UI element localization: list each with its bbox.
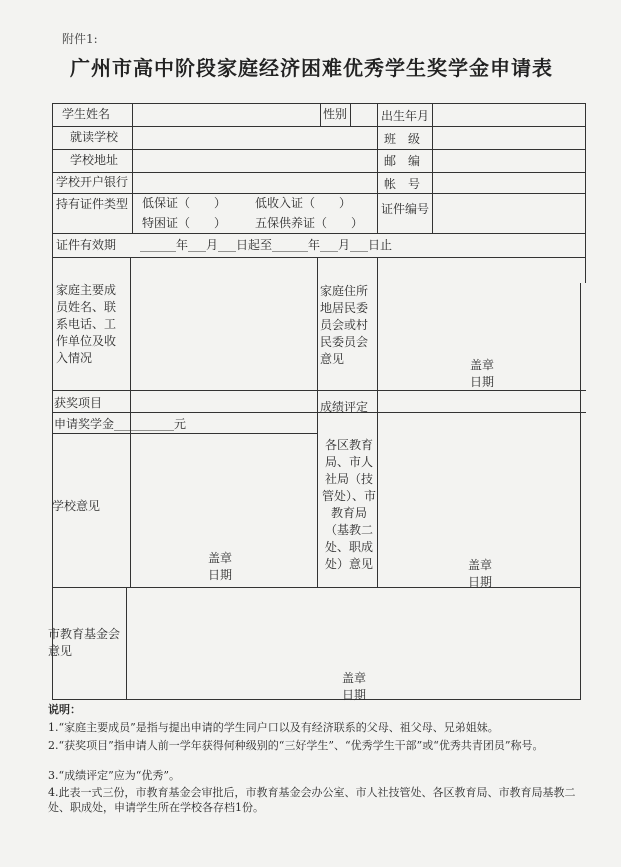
residence-seal-label: 盖章 bbox=[470, 358, 495, 372]
col-line bbox=[350, 103, 351, 126]
table-right-border-lower bbox=[580, 283, 581, 700]
school-seal-label: 盖章 bbox=[208, 551, 233, 565]
awards-label: 获奖项目 bbox=[54, 396, 103, 410]
col-line bbox=[432, 103, 433, 233]
table-bottom-border bbox=[52, 699, 581, 700]
validity-label: 证件有效期 bbox=[56, 238, 117, 252]
district-seal-label: 盖章 bbox=[468, 558, 493, 572]
grade-label: 成绩评定 bbox=[320, 400, 369, 414]
cert-low-income: 低收入证（ ） bbox=[255, 196, 352, 210]
birth-label: 出生年月 bbox=[381, 109, 430, 123]
cert-type-label: 持有证件类型 bbox=[56, 197, 129, 211]
postcode-label: 邮 编 bbox=[384, 154, 421, 168]
foundation-date-label: 日期 bbox=[342, 688, 367, 702]
district-opinion-label: 各区教育局、市人社局（技管处）、市教育局（基教二处、职成处）意见 bbox=[321, 438, 376, 571]
row-line bbox=[52, 390, 586, 391]
row-line bbox=[52, 412, 586, 413]
note-item: 4.此表一式三份，市教育基金会审批后，市教育基金会办公室、市人社技管处、各区教育局、市教育局基教二处、职成处，申请学生所在学校各存档1份。 bbox=[48, 786, 576, 814]
cert-five-guarantee: 五保供养证（ ） bbox=[255, 216, 364, 230]
student-name-label: 学生姓名 bbox=[62, 107, 111, 121]
school-label: 就读学校 bbox=[70, 130, 119, 144]
note-item: 1.“家庭主要成员”是指与提出申请的学生同户口以及有经济联系的父母、祖父母、兄弟姐妹。 bbox=[48, 721, 499, 734]
cert-special-hardship: 特困证（ ） bbox=[142, 216, 227, 230]
attachment-label: 附件1: bbox=[62, 32, 98, 46]
form-title: 广州市高中阶段家庭经济困难优秀学生奖学金申请表 bbox=[70, 56, 553, 80]
row-line bbox=[52, 433, 317, 434]
foundation-seal-label: 盖章 bbox=[342, 671, 367, 685]
row-line bbox=[52, 257, 586, 258]
residence-date-label: 日期 bbox=[470, 375, 495, 389]
school-opinion-label: 学校意见 bbox=[52, 499, 101, 513]
col-line bbox=[132, 103, 133, 234]
district-date-label: 日期 bbox=[468, 575, 493, 589]
validity-text: ______年___月___日起至______年___月___日止 bbox=[140, 238, 393, 252]
foundation-opinion-label: 市教育基金会意见 bbox=[48, 627, 121, 658]
note-item: 2.“获奖项目”指申请人前一学年获得何种级别的“三好学生”、“优秀学生干部”或“优秀共青团员”称号。 bbox=[48, 739, 544, 752]
col-line bbox=[377, 103, 378, 233]
school-address-label: 学校地址 bbox=[70, 153, 119, 167]
note-item: 3.“成绩评定”应为“优秀”。 bbox=[48, 769, 180, 782]
gender-label: 性别 bbox=[323, 107, 348, 121]
cert-low-guarantee: 低保证（ ） bbox=[142, 196, 227, 210]
residence-committee-label: 家庭住所地居民委员会或村民委员会意见 bbox=[320, 284, 369, 366]
family-members-label: 家庭主要成员姓名、联系电话、工作单位及收入情况 bbox=[56, 283, 117, 365]
col-line bbox=[320, 103, 321, 126]
row-line bbox=[52, 587, 581, 588]
notes-heading: 说明： bbox=[48, 703, 81, 716]
cert-number-label: 证件编号 bbox=[381, 202, 430, 216]
class-label: 班 级 bbox=[384, 132, 421, 146]
school-date-label: 日期 bbox=[208, 568, 233, 582]
bank-label: 学校开户银行 bbox=[56, 175, 129, 189]
col-line bbox=[377, 257, 378, 587]
col-line bbox=[317, 257, 318, 587]
account-label: 帐 号 bbox=[384, 177, 421, 191]
col-line bbox=[126, 587, 127, 700]
amount-label: 申请奖学金__________元 bbox=[54, 417, 187, 431]
